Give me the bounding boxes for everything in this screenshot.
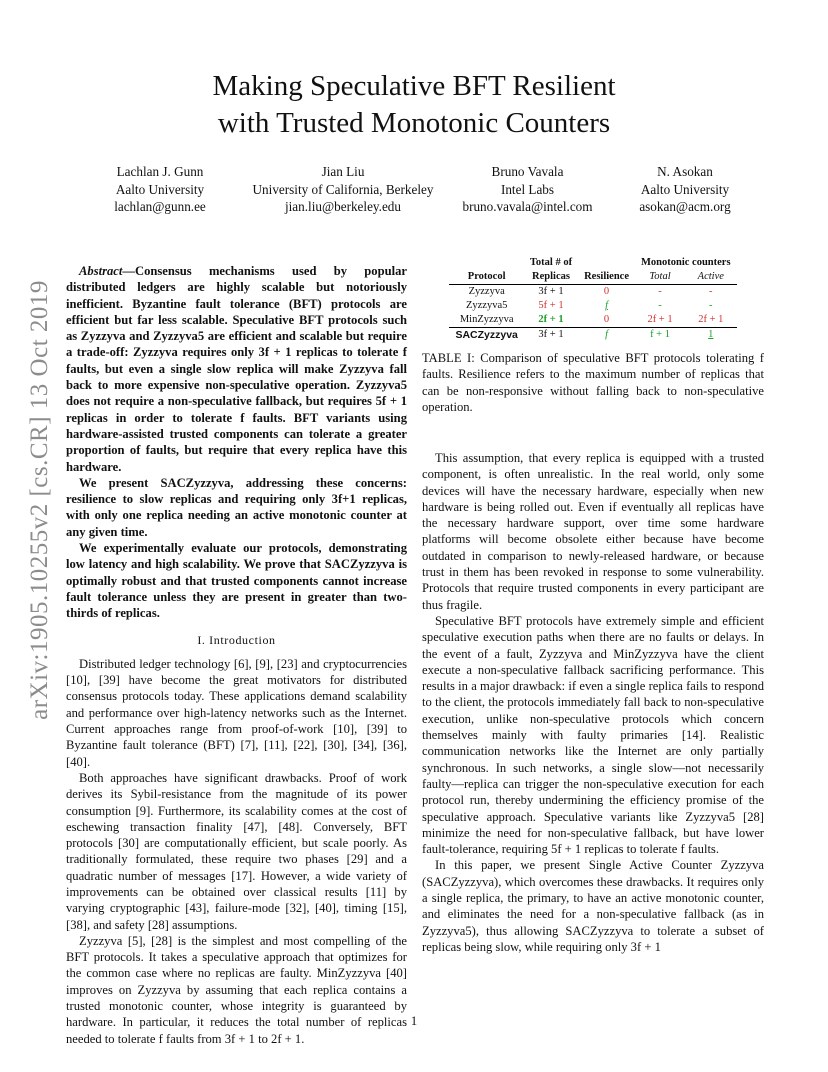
right-column	[422, 450, 764, 955]
table-header-cell	[578, 256, 635, 270]
table-row	[449, 299, 736, 313]
table-cell: 2f + 1	[538, 314, 564, 325]
abstract	[66, 263, 407, 622]
table-header-cell: Total	[649, 271, 671, 282]
title-line-2: with Trusted Monotonic Counters	[217, 107, 611, 139]
author-email: asokan@acm.org	[639, 199, 731, 214]
author-name: N. Asokan	[657, 164, 713, 179]
table-cell: -	[658, 300, 662, 311]
table-header-cell: Protocol	[467, 271, 506, 282]
body-paragraph: Zyzzyva [5], [28] is the simplest and most compelling of the BFT protocols. It takes a speculative approach that optimizes for the common case where no replicas are faulty. MinZyzzyva [40] improves on Zyzzyva by assuming that each replica contains a trusted monotonic counter, whose integrity is guaranteed by hardware. In particular, it reduces the total number of replicas needed to tolerate f faults from 3f + 1 to 2f + 1.	[66, 933, 407, 1046]
author-affiliation: Aalto University	[115, 181, 205, 197]
table-cell: -	[709, 300, 713, 311]
table-cell: Zyzzyva5	[465, 300, 508, 311]
section-heading: I. Introduction	[197, 632, 276, 647]
table-cell: MinZyzzyva	[459, 314, 514, 325]
body-paragraph: In this paper, we present Single Active Counter Zyzzyva (SACZyzzyva), which overcomes these drawbacks. It requires only a single replica, the primary, to have an active monotonic counter, and eliminates the need for a non-speculative fallback (as in Zyzzyva5), thus allowing SACZyzzyva to tolerate a subset of replicas being slow, while requiring only 3f + 1	[422, 858, 764, 954]
table-row	[449, 285, 736, 300]
table-caption: TABLE I: Comparison of speculative BFT protocols tolerating f faults. Resilience refers to the maximum number of replicas that can be non-responsive without falling back to non-speculative operation.	[422, 351, 764, 414]
author-email: bruno.vavala@intel.com	[462, 199, 593, 214]
table-header-cell: Monotonic counters	[641, 257, 731, 268]
author-block	[620, 163, 750, 216]
table-header-cell: Replicas	[532, 271, 570, 282]
body-paragraph: Speculative BFT protocols have extremely simple and efficient speculative execution paths when there are no faults or delays. In the event of a fault, Zyzzyva and MinZyzzyva have the client execute a non-speculative fallback sacrificing performance. This results in a major drawback: if even a single replica fails to respond to the client, the protocols immediately fall back to non-speculative execution, unlike non-speculative protocols which concern themselves mainly with faulty primaries [14]. Realistic communication networks like the Internet are only partially synchronous. In such networks, a single slow—not necessarily faulty—replica can trigger the non-speculative execution for each protocol run, thereby undermining the efficiency promise of the speculative approach. Speculative variants like Zyzzyva5 [28] minimize the need for non-speculative fallback, but have lower fault-tolerance, requiring 5f + 1 replicas to tolerate f faults.	[422, 613, 764, 857]
table-cell: 1	[708, 329, 714, 340]
abstract-text-1: —Consensus mechanisms used by popular distributed ledgers are highly scalable but notoriously inefficient. Byzantine fault tolerance (BFT) protocols are efficient but far less scalable. Speculative BFT protocols such as Zyzzyva and Zyzzyva5 are efficient and scalable but require a trade-off: Zyzzyva requires only 3f + 1 replicas to tolerate f faults, but even a single slow replica will make Zyzzyva fall back to more expensive non-speculative operation. Zyzzyva5 does not require a non-speculative fallback, but requires 5f + 1 replicas in order to tolerate f faults. BFT variants using hardware-assisted trusted components can tolerate a greater proportion of faults, but require that every replica have this hardware.	[66, 264, 407, 474]
abstract-label: Abstract	[79, 264, 123, 278]
table-cell: f + 1	[650, 329, 670, 340]
table-cell: 2f + 1	[698, 314, 724, 325]
author-affiliation: Intel Labs	[500, 181, 555, 197]
table-cell: 2f + 1	[647, 314, 673, 325]
table-header-cell: Resilience	[584, 271, 629, 282]
comparison-table-block	[422, 256, 764, 415]
body-paragraph: Both approaches have significant drawbacks. Proof of work derives its Sybil-resistance from the magnitude of its power consumption [9]. Furthermore, its scalability comes at the cost of eschewing transaction finality [47], [48]. Conversely, BFT protocols [30] are computationally efficient, but scale poorly. As traditionally formulated, these require two phases [29] and a quadratic number of messages [17]. However, a wide variety of improvements can be obtained over classical results [11] by varying cryptographic [43], failure-mode [32], [40], timing [15], [38], and safety [28] assumptions.	[66, 770, 407, 932]
author-name: Bruno Vavala	[491, 164, 564, 179]
author-name: Lachlan J. Gunn	[116, 164, 204, 179]
table-header-cell: Total # of	[529, 257, 573, 268]
table-cell: f	[605, 300, 608, 311]
table-cell: -	[658, 286, 662, 297]
table-cell: 3f + 1	[538, 286, 564, 297]
abstract-paragraph-1	[66, 263, 407, 475]
page-number: 1	[410, 1014, 418, 1028]
table-cell: 3f + 1	[538, 329, 564, 340]
author-block	[228, 163, 458, 216]
table-header-cell	[449, 256, 523, 270]
table-cell: Zyzzyva	[468, 286, 505, 297]
author-affiliation: Aalto University	[640, 181, 730, 197]
table-cell: f	[605, 329, 608, 340]
body-paragraph: This assumption, that every replica is equipped with a trusted component, is often unrealistic. In the real world, only some devices will have the necessary hardware, especially when new hardware is being rolled out. Even if eventually all replicas have the necessary hardware support, over time some hardware platforms will become obsolete either because have become outdated in comparison to newly-released hardware, or because trust in them has been revoked in response to some vulnerability. Protocols that require trusted components in every participant are thus fragile.	[422, 451, 764, 612]
abstract-paragraph-3: We experimentally evaluate our protocols, demonstrating low latency and high scalability. We prove that SACZyzzyva is optimally robust and that trusted components cannot increase fault tolerance unless they are present in greater than two-thirds of replicas.	[66, 541, 407, 621]
table-row	[449, 328, 736, 343]
author-email: lachlan@gunn.ee	[114, 199, 206, 214]
arxiv-stamp: arXiv:1905.10255v2 [cs.CR] 13 Oct 2019	[26, 280, 53, 720]
table-cell: 0	[603, 286, 610, 297]
table-cell: 5f + 1	[538, 300, 564, 311]
body-paragraph: Distributed ledger technology [6], [9], [23] and cryptocurrencies [10], [39] have become the great motivators for distributed consensus protocols today. These applications demand scalability and performance over high-latency networks such as the Internet. Current approaches range from proof-of-work [10], [39] to Byzantine fault tolerance (BFT) [7], [11], [22], [30], [34], [36], [40].	[66, 656, 407, 769]
left-column	[66, 263, 407, 1047]
author-block	[95, 163, 225, 216]
author-email: jian.liu@berkeley.edu	[284, 199, 401, 214]
table-cell: -	[709, 286, 713, 297]
table-cell: 0	[603, 314, 610, 325]
author-name: Jian Liu	[321, 164, 365, 179]
table-header-cell: Active	[697, 271, 724, 282]
comparison-table	[449, 256, 736, 342]
author-affiliation: University of California, Berkeley	[252, 181, 434, 197]
paper-title	[0, 68, 828, 142]
abstract-paragraph-2: We present SACZyzzyva, addressing these concerns: resilience to slow replicas and requiring only 3f+1 replicas, with only one replica needing an active monotonic counter at any given time.	[66, 475, 407, 539]
title-line-1: Making Speculative BFT Resilient	[212, 70, 616, 102]
table-row	[449, 313, 736, 328]
table-cell: SACZyzzyva	[455, 329, 518, 341]
author-block	[450, 163, 605, 216]
